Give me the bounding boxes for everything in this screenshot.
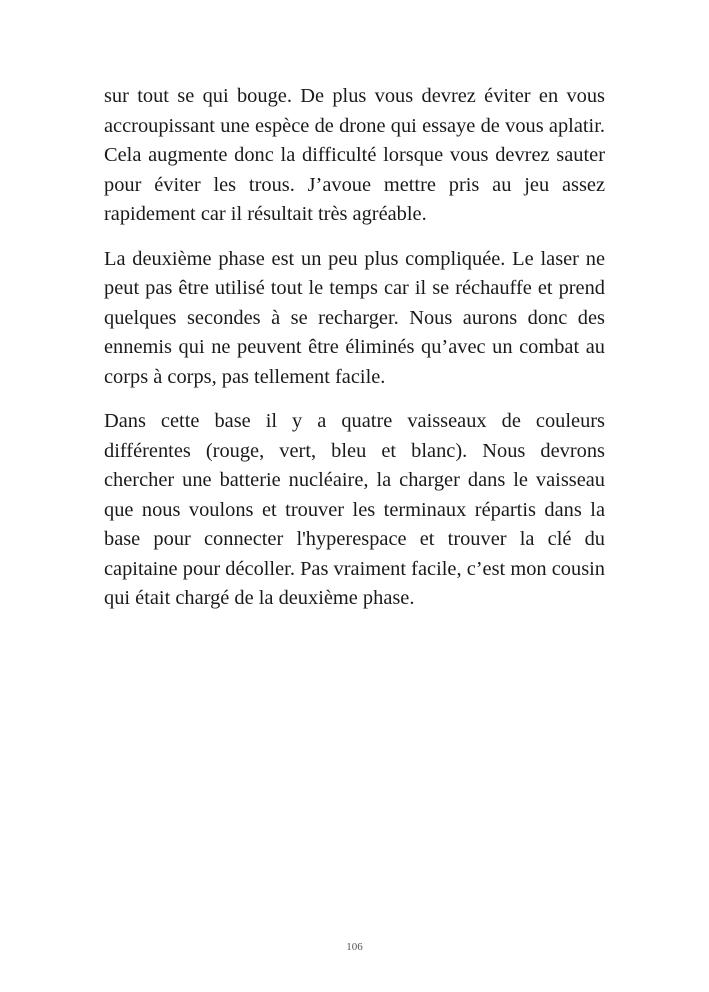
paragraph-1: sur tout se qui bouge. De plus vous devrez éviter en vous accroupissant une espèce de drone qui essaye de vous aplatir. Cela augmente donc la difficulté lorsque vous devrez sauter pour éviter les trous. J’avoue mettre pris au jeu assez rapidement car il résultait très agréable. [104, 85, 605, 225]
body-text [104, 82, 605, 629]
page-number: 106 [346, 941, 363, 953]
paragraph-2: La deuxième phase est un peu plus compliquée. Le laser ne peut pas être utilisé tout le temps car il se réchauffe et prend quelques secondes à se recharger. Nous aurons donc des ennemis qui ne peuvent être éliminés qu’avec un combat au corps à corps, pas tellement facile. [104, 247, 605, 388]
paragraph-3: Dans cette base il y a quatre vaisseaux de couleurs différentes (rouge, vert, bleu et blanc). Nous devrons chercher une batterie nucléaire, la charger dans le vaisseau que nous voulons et trouver les terminaux répartis dans la base pour connecter l'hyperespace et trouver la clé du capitaine pour décoller. Pas vraiment facile, c’est mon cousin qui était chargé de la deuxième phase. [104, 410, 605, 609]
